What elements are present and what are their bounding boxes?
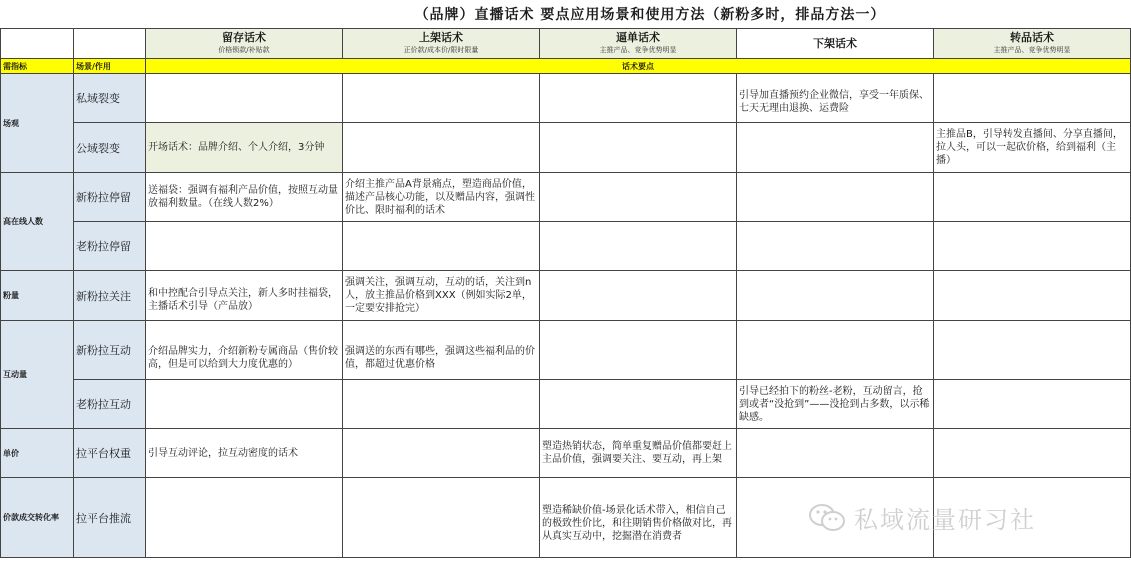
table-cell: 强调送的东西有哪些，强调这些福利品的价值，都超过优惠价格 (343, 321, 540, 380)
table-cell: 介绍品牌实力，介绍新粉专属商品（售价较高，但是可以给到大力度优惠的） (146, 321, 343, 380)
table-cell (737, 222, 934, 271)
wechat-icon (808, 503, 846, 533)
table-cell (540, 321, 737, 380)
table-cell (934, 429, 1131, 478)
table-cell: 和中控配合引导点关注，新人多时挂福袋，主播话术引导（产品放） (146, 271, 343, 321)
page-title: （品牌）直播话术 要点应用场景和使用方法（新粉多时，排品方法一） (414, 7, 886, 23)
table-row (1, 222, 1131, 271)
table-cell: 塑造稀缺价值-场景化话术带入，相信自己的极致性价比，和往期销售价格做对比，再从真实互动中，挖掘潜在消费者 (540, 478, 737, 558)
table-cell (540, 271, 737, 321)
column-sub: 价格锁款/补贴款 (218, 45, 270, 54)
table-cell: 强调关注，强调互动，互动的话，关注到n人，放主推品价格到XXX（例如实际2单，一定要安排抢完） (343, 271, 540, 321)
column-name: 转品话术 (1010, 30, 1054, 44)
scene-cell: 公域裂变 (74, 123, 146, 173)
table-cell (737, 429, 934, 478)
header-blank-metric (1, 29, 74, 59)
table-row (1, 123, 1131, 173)
table-row (1, 380, 1131, 429)
table-cell (146, 478, 343, 558)
table-cell (343, 380, 540, 429)
table-cell (146, 380, 343, 429)
column-sub: 正价款/成本价/限时限量 (403, 45, 479, 54)
scene-cell: 拉平台推流 (74, 478, 146, 558)
category-cell: 场观 (1, 74, 74, 173)
subheader-key-points: 话术要点 (146, 59, 1131, 74)
category-cell: 高在线人数 (1, 173, 74, 271)
column-header-closing (540, 29, 737, 59)
scene-cell: 拉平台权重 (74, 429, 146, 478)
watermark (808, 500, 1036, 535)
table-cell (934, 173, 1131, 222)
scene-cell: 老粉拉停留 (74, 222, 146, 271)
column-sub: 主推产品、竞争优势明显 (599, 45, 677, 54)
table-cell (343, 74, 540, 123)
column-sub: 主推产品、竞争优势明显 (993, 45, 1071, 54)
subheader-scene: 场景/作用 (74, 59, 146, 74)
table-cell (737, 173, 934, 222)
table-cell: 介绍主推产品A背景痛点，塑造商品价值，描述产品核心功能，以及赠品内容，强调性价比、限时福利的话术 (343, 173, 540, 222)
subheader-metric: 需指标 (1, 59, 74, 74)
column-header-retention (146, 29, 343, 59)
table-cell (737, 321, 934, 380)
table-cell (540, 74, 737, 123)
category-cell: 单价 (1, 429, 74, 478)
scene-cell: 私域裂变 (74, 74, 146, 123)
header-blank-scene (74, 29, 146, 59)
table-cell: 开场话术：品牌介绍、个人介绍，3分钟 (146, 123, 343, 173)
category-cell: 互动量 (1, 321, 74, 429)
table-cell: 引导互动评论，拉互动密度的话术 (146, 429, 343, 478)
table-cell (146, 222, 343, 271)
table-cell: 引导已经拍下的粉丝-老粉，互动留言，抢到或者“没抢到”——没抢到占多数，以示稀缺感。 (737, 380, 934, 429)
table-cell (343, 123, 540, 173)
script-table (0, 28, 1131, 558)
column-header-transfer (934, 29, 1131, 59)
column-name: 留存话术 (222, 30, 266, 44)
category-cell: 价款成交转化率 (1, 478, 74, 558)
subheader-row (1, 59, 1131, 74)
table-cell (540, 380, 737, 429)
table-row (1, 271, 1131, 321)
table-cell (146, 74, 343, 123)
table-cell (934, 222, 1131, 271)
category-cell: 粉量 (1, 271, 74, 321)
table-cell (934, 271, 1131, 321)
watermark-text: 私域流量研习社 (854, 506, 1036, 534)
table-cell: 塑造热销状态，简单重复赠品价值都要赶上主品价值，强调要关注、要互动，再上架 (540, 429, 737, 478)
table-cell: 引导加直播预约企业微信，享受一年质保、七天无理由退换、运费险 (737, 74, 934, 123)
scene-cell: 新粉拉互动 (74, 321, 146, 380)
table-row (1, 321, 1131, 380)
table-cell (934, 380, 1131, 429)
table-cell (934, 74, 1131, 123)
column-header-row (1, 29, 1131, 59)
scene-cell: 新粉拉停留 (74, 173, 146, 222)
table-row (1, 429, 1131, 478)
column-header-delisting (737, 29, 934, 59)
column-header-listing (343, 29, 540, 59)
table-cell (540, 222, 737, 271)
table-cell (737, 271, 934, 321)
table-cell (343, 222, 540, 271)
table-cell: 主推品B，引导转发直播间、分享直播间，拉人头，可以一起砍价格，给到福利（主播） (934, 123, 1131, 173)
table-cell: 送福袋：强调有福利产品价值，按照互动量放福利数量。（在线人数2%） (146, 173, 343, 222)
table-cell (343, 478, 540, 558)
table-cell (934, 321, 1131, 380)
table-cell (540, 123, 737, 173)
table-cell (540, 173, 737, 222)
column-name: 逼单话术 (616, 30, 660, 44)
table-row (1, 74, 1131, 123)
table-cell (737, 123, 934, 173)
column-name: 上架话术 (419, 30, 463, 44)
scene-cell: 老粉拉互动 (74, 380, 146, 429)
table-row (1, 173, 1131, 222)
scene-cell: 新粉拉关注 (74, 271, 146, 321)
table-cell (343, 429, 540, 478)
column-name: 下架话术 (813, 37, 857, 50)
